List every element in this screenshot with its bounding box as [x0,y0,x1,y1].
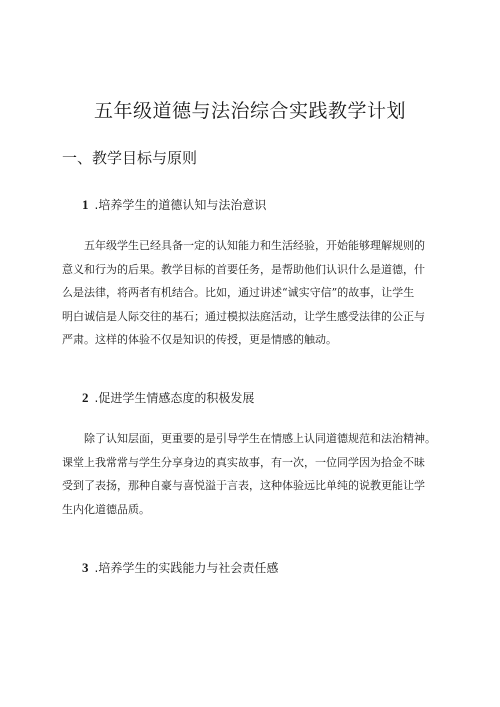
subsection-number: 2 [82,390,89,405]
paragraph-line: 严肃。这样的体验不仅是知识的传授，更是情感的触动。 [62,333,337,346]
section-heading: 一、教学目标与原则 [62,149,198,167]
paragraph-line: 受到了表扬，那种自豪与喜悦溢于言表，这种体验远比单纯的说教更能让学 [62,479,425,492]
subsection-heading-2 [82,389,254,406]
subsection-heading-3 [82,559,278,576]
paragraph-line: 意义和行为的后果。教学目标的首要任务，是帮助他们认识什么是道德，什 [62,262,425,276]
subsection-heading-1 [82,196,266,213]
paragraph-line: 么是法律，将两者有机结合。比如，通过讲述“诚实守信”的故事，让学生 [62,286,415,299]
subsection-title: .促进学生情感态度的积极发展 [94,391,255,405]
subsection-title: .培养学生的道德认知与法治意识 [94,198,267,212]
subsection-number: 3 [82,560,89,575]
paragraph-line: 明白诚信是人际交往的基石；通过模拟法庭活动，让学生感受法律的公正与 [62,309,425,323]
paragraph-line: 课堂上我常常与学生分享身边的真实故事，有一次，一位同学因为拾金不昧 [62,455,425,469]
subsection-title: .培养学生的实践能力与社会责任感 [94,561,279,575]
subsection-paragraph-1 [62,234,450,352]
document-title: 五年级道德与法治综合实践教学计划 [93,100,406,122]
subsection-number: 1 [82,197,89,212]
subsection-paragraph-2 [62,427,450,521]
paragraph-line: 五年级学生已经具备一定的认知能力和生活经验，开始能够理解规则的 [84,239,425,252]
paragraph-line: 除了认知层面，更重要的是引导学生在情感上认同道德规范和法治精神。 [84,432,436,445]
paragraph-line: 生内化道德品质。 [62,502,150,516]
